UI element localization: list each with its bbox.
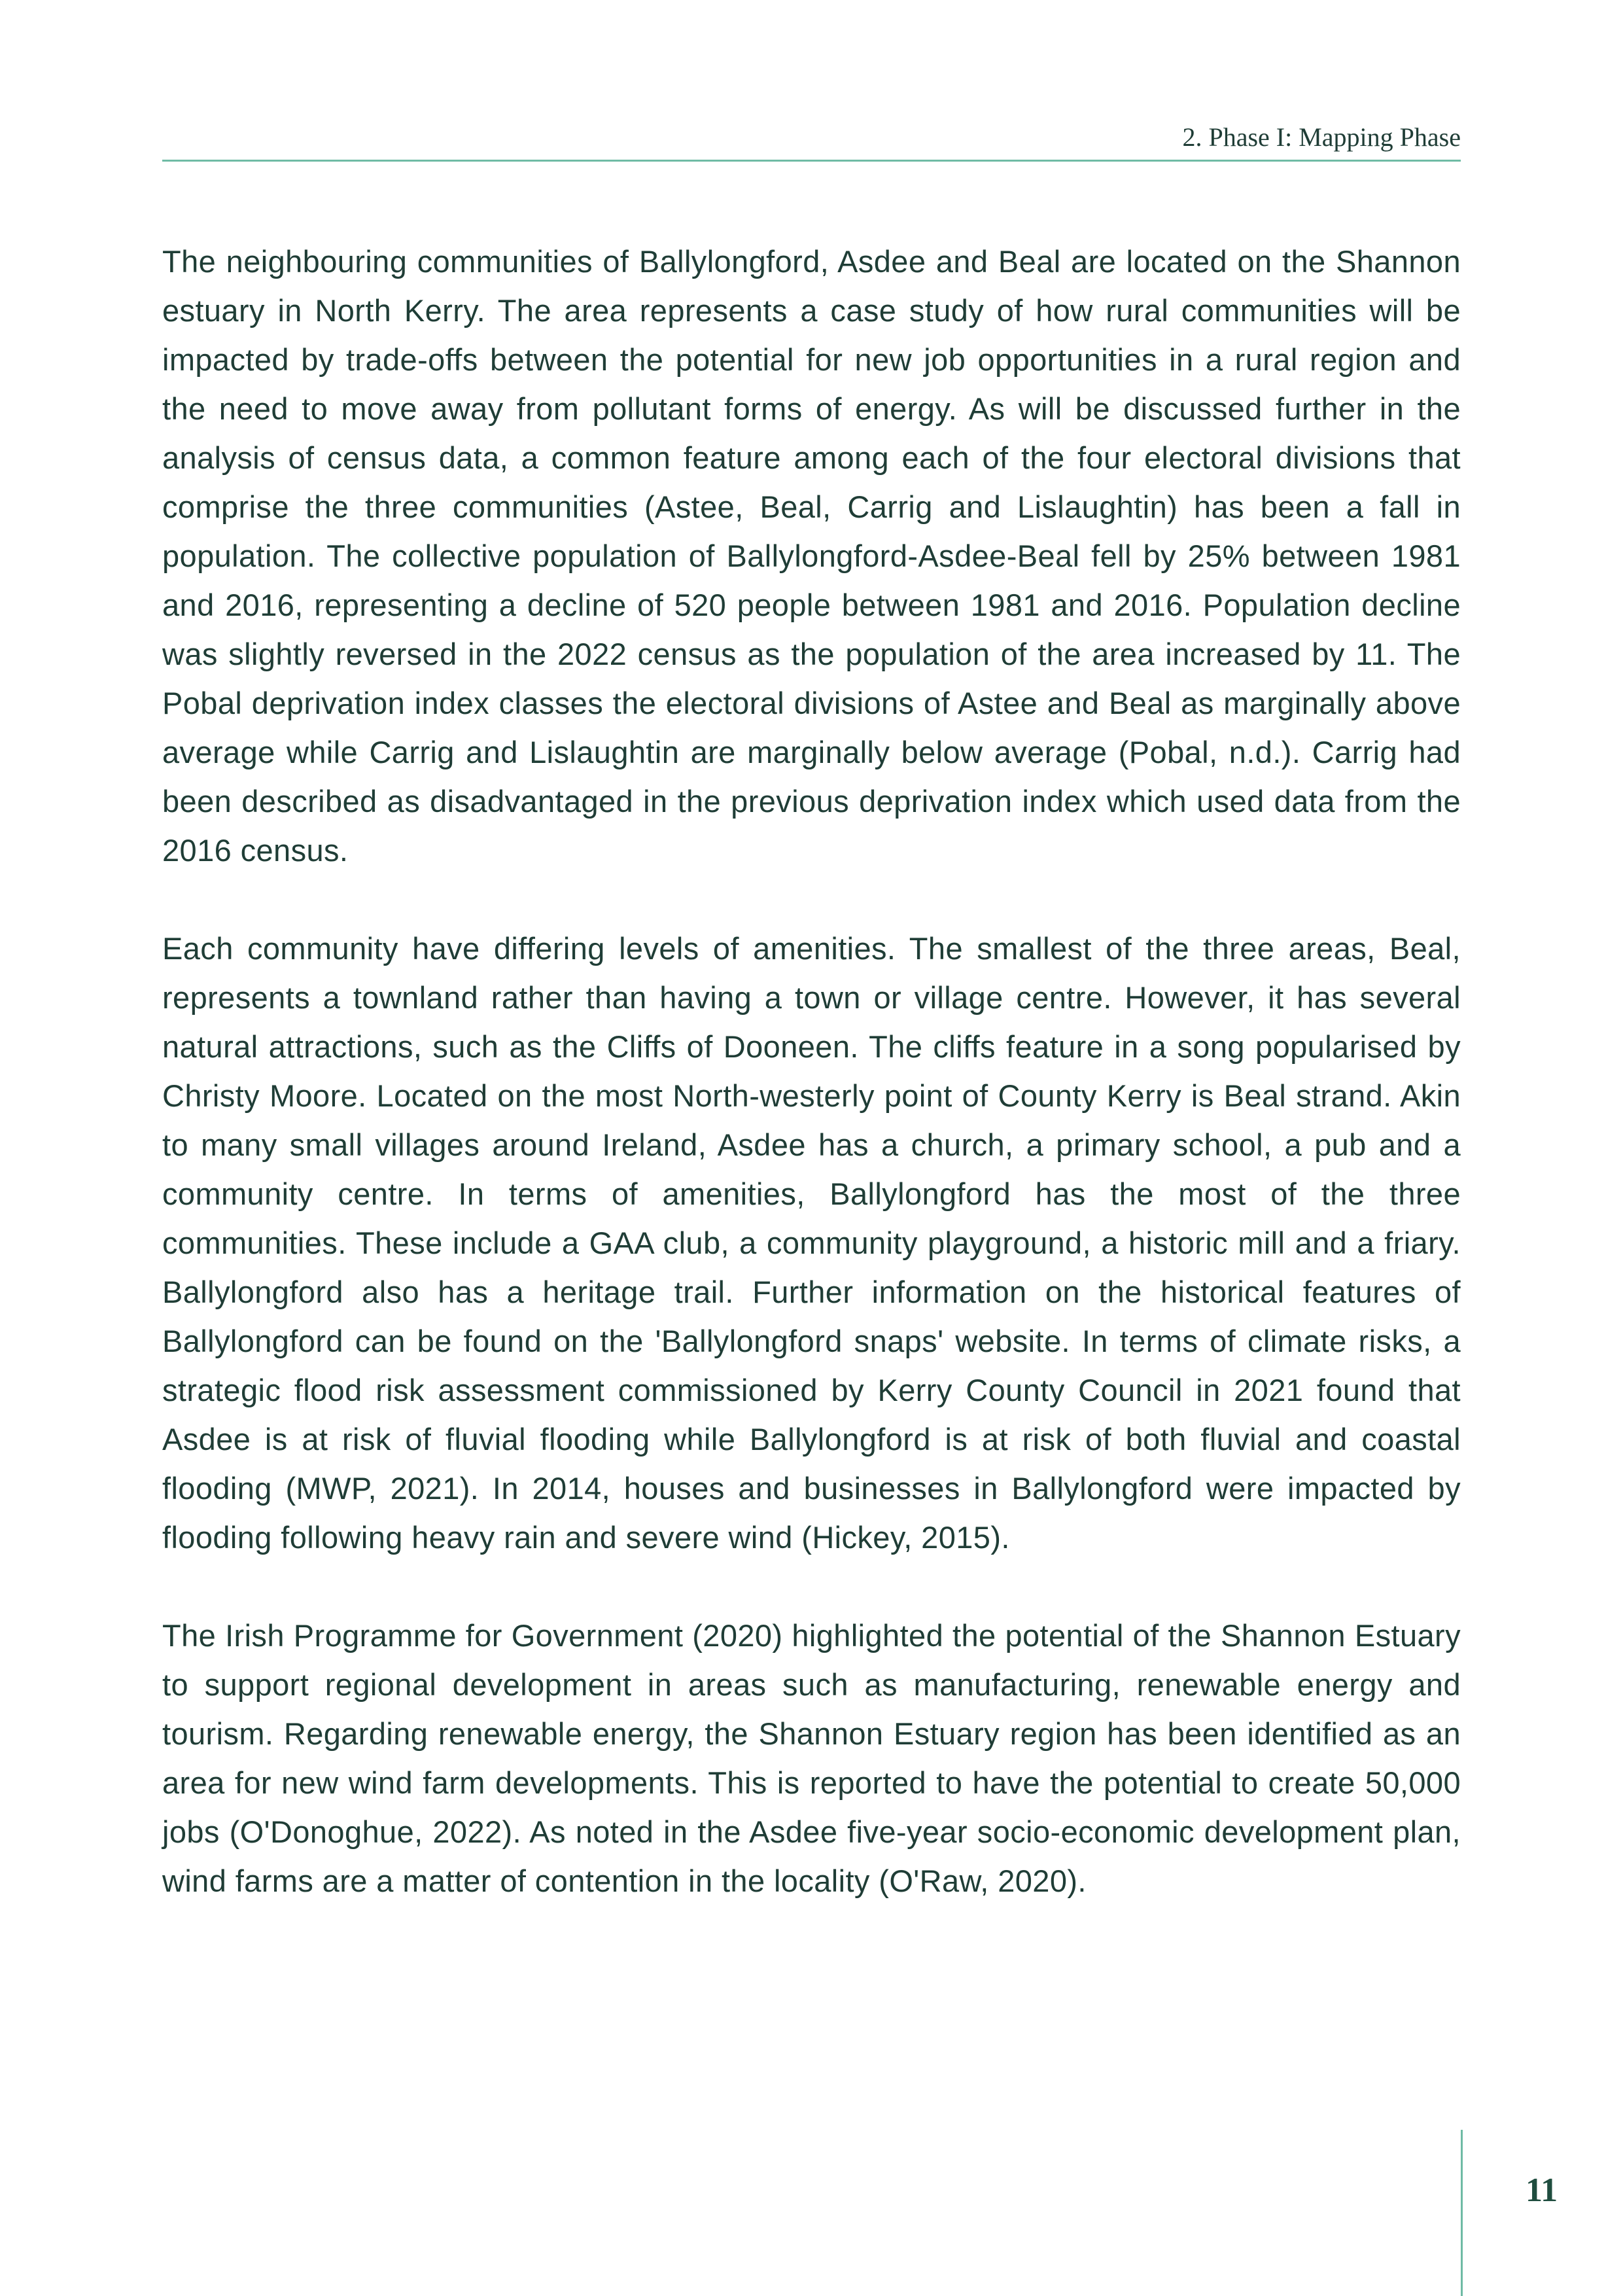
page-number: 11 [1526,2172,1558,2209]
paragraph-population: The neighbouring communities of Ballylongford, Asdee and Beal are located on the Shannon estuary in North Kerry. The area represents a case study of how rural communities will be impacted by trade-offs between the potential for new job opportunities in a rural region and the need to move away from pollutant forms of energy. As will be discussed further in the analysis of census data, a common feature among each of the four electoral divisions that comprise the three communities (Astee, Beal, Carrig and Lislaughtin) has been a fall in population. The collective population of Ballylongford-Asdee-Beal fell by 25% between 1981 and 2016, representing a decline of 520 people between 1981 and 2016. Population decline was slightly reversed in the 2022 census as the population of the area increased by 11. The Pobal deprivation index classes the electoral divisions of Astee and Beal as marginally above average while Carrig and Lislaughtin are marginally below average (Pobal, n.d.). Carrig had been described as disadvantaged in the previous deprivation index which used data from the 2016 census. [162,244,1461,868]
paragraph-renewable-energy: The Irish Programme for Government (2020) highlighted the potential of the Shannon Estuary to support regional development in areas such as manufacturing, renewable energy and tourism. Regarding renewable energy, the Shannon Estuary region has been identified as an area for new wind farm developments. This is reported to have the potential to create 50,000 jobs (O'Donoghue, 2022). As noted in the Asdee five-year socio-economic development plan, wind farms are a matter of contention in the locality (O'Raw, 2020). [162,1618,1461,1898]
running-header-title: 2. Phase I: Mapping Phase [1182,122,1461,152]
paragraph-amenities: Each community have differing levels of amenities. The smallest of the three areas, Beal, represents a townland rather than having a town or village centre. However, it has several natural attractions, such as the Cliffs of Dooneen. The cliffs feature in a song popularised by Christy Moore. Located on the most North-westerly point of County Kerry is Beal strand. Akin to many small villages around Ireland, Asdee has a church, a primary school, a pub and a community centre. In terms of amenities, Ballylongford has the most of the three communities. These include a GAA club, a community playground, a historic mill and a friary. Ballylongford also has a heritage trail. Further information on the historical features of Ballylongford can be found on the 'Ballylongford snaps' website. In terms of climate risks, a strategic flood risk assessment commissioned by Kerry County Council in 2021 found that Asdee is at risk of fluvial flooding while Ballylongford is at risk of both fluvial and coastal flooding (MWP, 2021). In 2014, houses and businesses in Ballylongford were impacted by flooding following heavy rain and severe wind (Hickey, 2015). [162,931,1461,1555]
footer-divider [1461,2130,1463,2296]
header-divider [162,160,1461,162]
body-text [162,237,1461,1954]
